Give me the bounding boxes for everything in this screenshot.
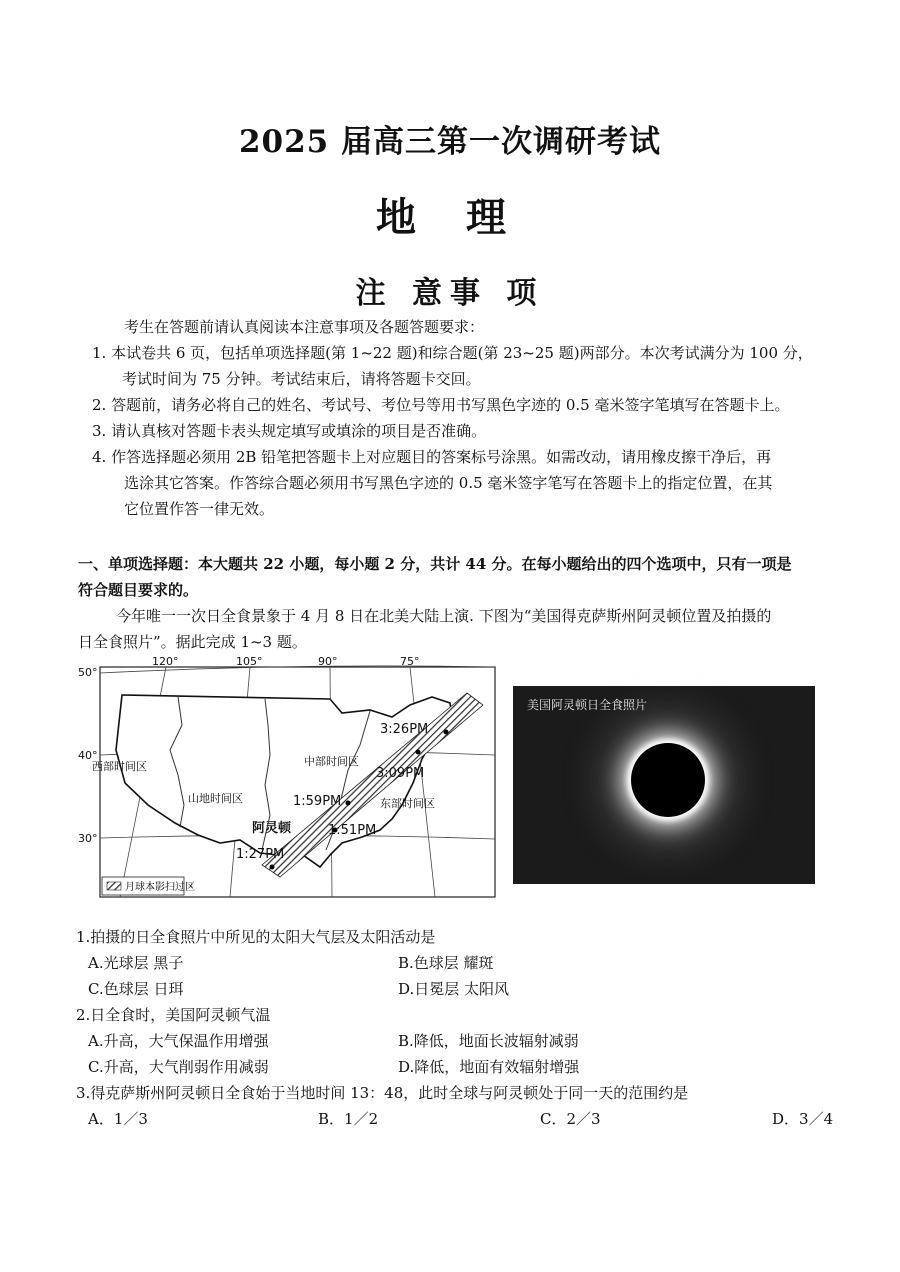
question-stem: 1.拍摄的日全食照片中所见的太阳大气层及太阳活动是 xyxy=(76,928,436,946)
lon-label: 105° xyxy=(236,655,263,668)
section-heading: 符合题目要求的。 xyxy=(78,581,199,599)
lat-label: 30° xyxy=(78,832,98,845)
city-label: 阿灵顿 xyxy=(252,821,292,836)
notice-item: 考试时间为 75 分钟。考试结束后，请将答题卡交回。 xyxy=(122,370,481,388)
question-option: C.升高，大气削弱作用减弱 xyxy=(88,1058,269,1076)
eclipsed-sun xyxy=(631,743,705,817)
time-label: 1:51PM xyxy=(328,823,377,838)
passage: 今年唯一一次日全食景象于 4 月 8 日在北美大陆上演. 下图为“美国得克萨斯州阿灵顿位置及拍摄的 xyxy=(116,607,772,625)
lon-label: 90° xyxy=(318,655,338,668)
lon-label: 75° xyxy=(400,655,420,668)
question-option: B.色球层 耀斑 xyxy=(398,954,494,972)
time-label: 3:09PM xyxy=(376,766,425,781)
zone-label: 东部时间区 xyxy=(380,797,435,810)
eclipse-path-map xyxy=(80,655,500,900)
zone-label: 西部时间区 xyxy=(92,760,147,773)
question-option: D.日冕层 太阳风 xyxy=(398,980,510,998)
section-heading: 一、单项选择题：本大题共 22 小题，每小题 2 分，共计 44 分。在每小题给出的四个选项中，只有一项是 xyxy=(78,555,792,573)
map-legend: 月球本影扫过区 xyxy=(125,882,195,893)
notice-item: 4. 作答选择题必须用 2B 铅笔把答题卡上对应题目的答案标号涂黑。如需改动，请用橡皮擦干净后，再 xyxy=(92,448,772,466)
time-label: 1:59PM xyxy=(293,794,342,809)
question-stem: 3.得克萨斯州阿灵顿日全食始于当地时间 13：48，此时全球与阿灵顿处于同一天的范围约是 xyxy=(76,1084,689,1102)
question-option: A.升高，大气保温作用增强 xyxy=(88,1032,269,1050)
time-label: 1:27PM xyxy=(236,847,285,862)
lat-label: 40° xyxy=(78,749,98,762)
notice-item: 3. 请认真核对答题卡表头规定填写或填涂的项目是否准确。 xyxy=(92,422,487,440)
subject-title: 地 理 xyxy=(376,194,524,241)
question-option: D.降低，地面有效辐射增强 xyxy=(398,1058,580,1076)
notice-item: 它位置作答一律无效。 xyxy=(124,500,275,518)
notice-intro: 考生在答题前请认真阅读本注意事项及各题答题要求： xyxy=(124,318,485,336)
lat-label: 50° xyxy=(78,666,98,679)
question-stem: 2.日全食时，美国阿灵顿气温 xyxy=(76,1006,271,1024)
eclipse-photo xyxy=(513,686,815,884)
time-label: 3:26PM xyxy=(380,722,429,737)
lon-label: 120° xyxy=(152,655,179,668)
question-option: B．1／2 xyxy=(318,1110,379,1128)
notice-heading: 注 意事 项 xyxy=(355,276,545,311)
exam-title: 2025 届高三第一次调研考试 xyxy=(238,124,662,160)
notice-item: 选涂其它答案。作答综合题必须用书写黑色字迹的 0.5 毫米签字笔写在答题卡上的指定位置，在其 xyxy=(124,474,773,492)
question-option: B.降低，地面长波辐射减弱 xyxy=(398,1032,579,1050)
photo-caption: 美国阿灵顿日全食照片 xyxy=(527,698,648,712)
zone-label: 中部时间区 xyxy=(304,755,359,768)
question-option: A．1／3 xyxy=(88,1110,148,1128)
question-option: C.色球层 日珥 xyxy=(88,980,184,998)
passage: 日全食照片”。据此完成 1~3 题。 xyxy=(78,633,307,651)
question-option: A.光球层 黑子 xyxy=(88,954,184,972)
question-option: D．3／4 xyxy=(772,1110,834,1128)
notice-item: 2. 答题前，请务必将自己的姓名、考试号、考位号等用书写黑色字迹的 0.5 毫米签字笔填写在答题卡上。 xyxy=(92,396,790,414)
zone-label: 山地时间区 xyxy=(188,792,243,805)
question-option: C．2／3 xyxy=(540,1110,601,1128)
notice-item: 1. 本试卷共 6 页，包括单项选择题(第 1~22 题)和综合题(第 23~25 题)两部分。本次考试满分为 100 分， xyxy=(92,344,813,362)
